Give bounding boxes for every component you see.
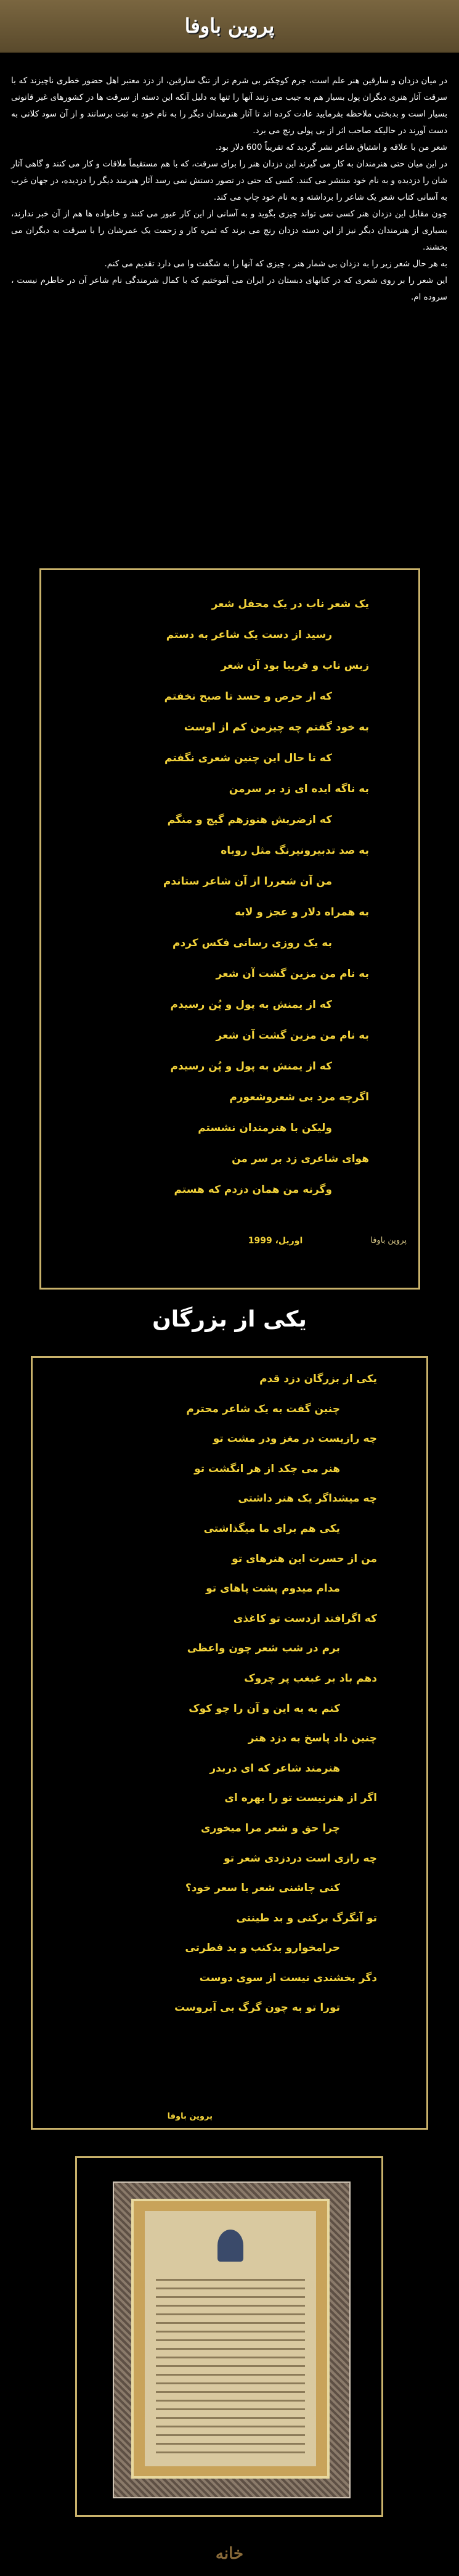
poem-line: دهم باد بر غبغب پر چروک bbox=[244, 1672, 377, 1685]
portrait-image bbox=[217, 2230, 243, 2262]
poem-line: چرا حق و شعر مرا میخوری bbox=[201, 1822, 340, 1834]
intro-text bbox=[11, 73, 447, 306]
poem-line: ولیکن با هنرمندان نشستم bbox=[198, 1122, 332, 1134]
poem-line: وگرنه من همان دزدم که هستم bbox=[174, 1184, 332, 1196]
poem-line: چه رازیست در مغز ودر مشت تو bbox=[213, 1433, 377, 1445]
intro-paragraph: این شعر را بر روی شعری که در کتابهای دبستان در ایران می آموختیم که با کمال شرمندگی نام شاعر آن در خاطرم نیست ، سروده ام. bbox=[11, 276, 447, 302]
poem-line: یک شعر ناب در یک محفل شعر bbox=[211, 598, 369, 610]
poem-line: که از یمنش به پول و پُن رسیدم bbox=[170, 999, 332, 1011]
poem-line: چنین گفت به یک شاعر محترم bbox=[186, 1402, 340, 1415]
poem-2-signature: پروین باوفا bbox=[167, 2112, 213, 2121]
home-link[interactable]: خانه bbox=[215, 2545, 244, 2563]
poem-line: به نام من مزین گشت آن شعر bbox=[216, 1029, 369, 1042]
poem-line: تو آنگرگ برکنی و بد طینتی bbox=[236, 1912, 377, 1924]
poem-1-footer bbox=[74, 1236, 407, 1246]
poem-line: کنم به به این و آن را چو کوک bbox=[189, 1702, 340, 1715]
poem-line: هوای شاعری زد بر سر من bbox=[232, 1153, 369, 1165]
poem-line: یکی هم برای ما میگذاشتی bbox=[203, 1522, 340, 1535]
intro-paragraph: شعر من با علاقه و اشتیاق شاعر نشر گردید که تقریباً 600 دلار بود. bbox=[215, 142, 447, 152]
poem-line: یکی از بزرگان دزد قدم bbox=[259, 1373, 377, 1385]
poem-box-1 bbox=[39, 568, 420, 1290]
intro-paragraph: در میان دزدان و سارقین هنر علم است، جرم کوچکتر بی شرم تر از تنگ سارقین، از دزد معتبر اهل حضور خطری ناچیزند که با سرقت آثار هنری دیگران پول بسیار هم به جیب می زنند آنها را تنها به دلیل آنکه این دسته از سرقت ها در کشورهای غیر قانونی بسیار است و بدبختی ملاحظه بفرمایید عادت کرده اند تا آثار هنرمندان دیگر را به نام خود به ثبت برسانند و از آن سود کلانی به دست آورند در حالیکه صاحب اثر از بی پولی رنج می برد. bbox=[11, 76, 447, 136]
poem-line: که ازضربش هنوزهم گیج و منگم bbox=[167, 814, 332, 826]
poem-line: به صد تدبیرونیرنگ مثل روباه bbox=[221, 844, 369, 857]
poem-line: که از حرص و حسد تا صبح نخفتم bbox=[164, 690, 332, 703]
poem-line: تورا تو به چون گرگ بی آبروست bbox=[174, 2002, 340, 2014]
poem-line: هنر می چکد از هر انگشت تو bbox=[194, 1462, 340, 1475]
intro-paragraph: چون مقابل این دزدان هنر کسی نمی تواند چیزی بگوید و به آسانی از این کار عبور می کنند و خانواده ها هم از آن خبر ندارند، بسیاری از هنرمندان دیگر نیز از این دسته دزدان رنج می برند که ثمره کار و زحمت یک عمرشان را با سرقت به دیگران می بخشند. bbox=[11, 209, 447, 252]
poem-line: چنین داد پاسخ به دزد هنر bbox=[248, 1732, 377, 1745]
poem-line: هنرمند شاعر که ای دربدر bbox=[209, 1762, 340, 1775]
certificate-text-lines bbox=[145, 2279, 316, 2460]
poem-line: دگر بخشندی نیست از سوی دوست bbox=[199, 1971, 377, 1984]
poem-line: مدام میدوم پشت پاهای تو bbox=[206, 1582, 340, 1595]
page-title: پروین باوفا bbox=[184, 14, 275, 38]
poem-1-date: اوریل، 1999 bbox=[248, 1236, 303, 1246]
poem-line: به خود گفتم چه چیزمن کم از اوست bbox=[184, 721, 369, 734]
poem-line: که از یمنش به پول و پُن رسیدم bbox=[170, 1060, 332, 1073]
intro-paragraph: به هر حال شعر زیر را به دزدان بی شمار هنر ، چیزی که آنها را به شگفت وا می دارد تقدیم می کنم. bbox=[104, 259, 447, 269]
poem-line: به همراه دلار و عجز و لابه bbox=[235, 906, 369, 918]
poem-box-2 bbox=[31, 1356, 428, 2130]
poem-line: به نام من مزین گشت آن شعر bbox=[216, 968, 369, 980]
section-title: یکی از بزرگان bbox=[152, 1307, 307, 1332]
header-bar bbox=[0, 0, 459, 53]
poem-line: به ناگه ایده ای زد بر سرمن bbox=[229, 783, 369, 795]
picture-mat bbox=[131, 2199, 330, 2479]
poem-line: رسید از دست یک شاعر به دستم bbox=[166, 629, 332, 641]
poem-line: کنی چاشنی شعر با سعر خود؟ bbox=[185, 1882, 340, 1895]
poem-line: برم در شب شعر چون واعظی bbox=[187, 1642, 340, 1655]
poem-line: به یک روزی رسانی فکس کردم bbox=[173, 937, 332, 949]
poem-line: من آن شعررا از آن شاعر ستاندم bbox=[163, 875, 332, 888]
picture-frame bbox=[113, 2181, 351, 2498]
poem-line: حرامخوارو بدکنب و بد فطرتی bbox=[185, 1942, 340, 1955]
poem-line: که اگرافتد ازدست تو کاغذی bbox=[233, 1612, 377, 1625]
poem-line: اگرچه مرد بی شعروشعورم bbox=[229, 1091, 369, 1103]
poem-1-signature: پروین باوفا bbox=[370, 1236, 407, 1245]
poem-line: اگر از هنرنیست تو را بهره ای bbox=[224, 1792, 377, 1805]
poem-line: چه رازی است دردزدی شعر تو bbox=[224, 1852, 377, 1865]
poem-line: من از حسرت این هنرهای تو bbox=[232, 1552, 377, 1565]
poem-line: که تا حال این چنین شعری نگفتم bbox=[164, 752, 332, 764]
poem-line: زبس ناب و فریبا بود آن شعر bbox=[221, 660, 369, 672]
certificate-photo-box bbox=[75, 2156, 383, 2517]
intro-paragraph: در این میان حتی هنرمندان به کار می گیرند این دزدان هنر را برای سرقت، که با هم مستقیماً ملاقات و کار می کنند و گاهی آثار شان را دزدیده و به نام خود منتشر می کنند. کسی که حتی در تصور دستش نمی رسد آثار هنرمند دیگر را دزدیده، در جهان غرب به آسانی کتاب شعر یک شاعر را برداشته و به نام خود چاپ می کند. bbox=[11, 159, 447, 202]
poem-line: چه میشداگر یک هنر داشتی bbox=[238, 1492, 377, 1505]
framed-certificate-image bbox=[145, 2211, 316, 2466]
